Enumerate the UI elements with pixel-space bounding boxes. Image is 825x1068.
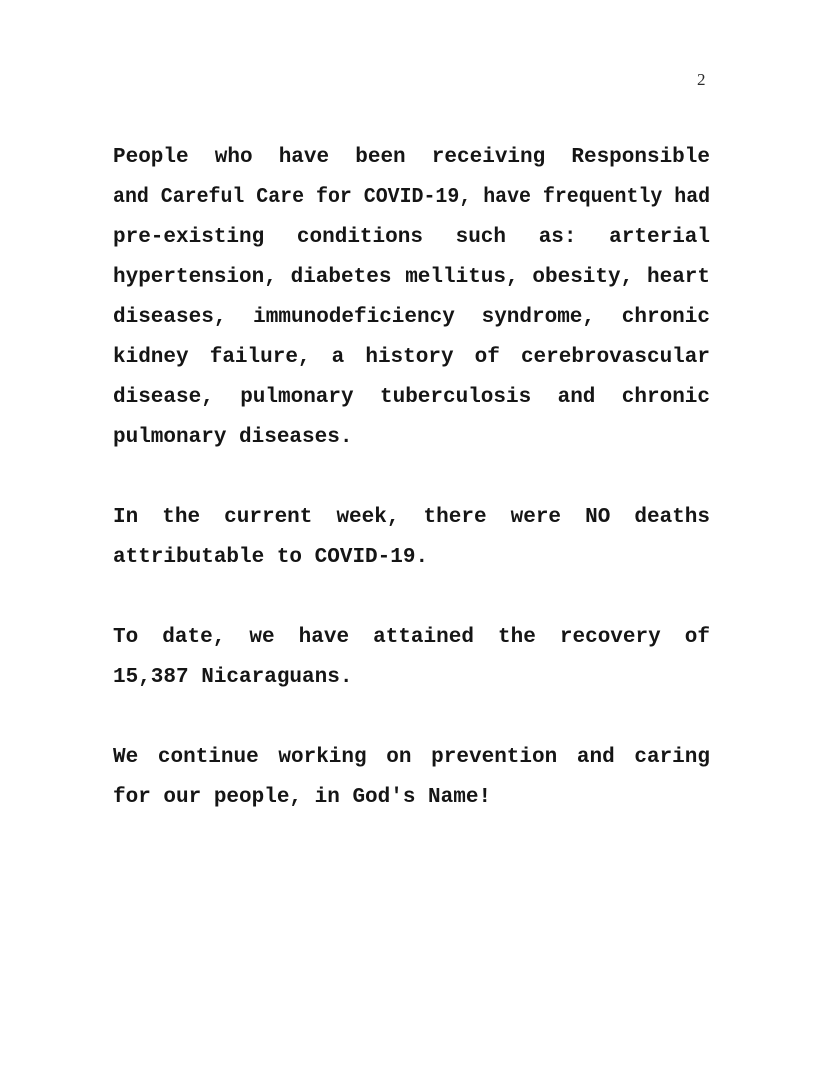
paragraph-preexisting-conditions [113, 138, 710, 458]
document-line: and Careful Care for COVID-19, have frequently had [113, 186, 711, 209]
document-line: People who have been receiving Responsible [113, 146, 710, 169]
document-line: hypertension, diabetes mellitus, obesity, heart [113, 266, 710, 289]
document-line: 15,387 Nicaraguans. [113, 666, 353, 689]
document-line: To date, we have attained the recovery of [113, 626, 710, 649]
document-line: disease, pulmonary tuberculosis and chronic [113, 386, 710, 409]
document-line: In the current week, there were NO deaths [113, 506, 710, 529]
paragraph-closing [113, 738, 710, 818]
document-line: diseases, immunodeficiency syndrome, chronic [113, 306, 710, 329]
paragraph-no-deaths [113, 498, 710, 578]
document-line: for our people, in God's Name! [113, 786, 492, 809]
document-line: pulmonary diseases. [113, 426, 353, 449]
document-line: kidney failure, a history of cerebrovascular [113, 346, 710, 369]
paragraph-recoveries [113, 618, 710, 698]
document-line: pre-existing conditions such as: arterial [113, 226, 710, 249]
document-text-block [113, 138, 710, 818]
page-number: 2 [697, 70, 706, 89]
document-line: We continue working on prevention and caring [113, 746, 710, 769]
document-line: attributable to COVID-19. [113, 546, 429, 569]
